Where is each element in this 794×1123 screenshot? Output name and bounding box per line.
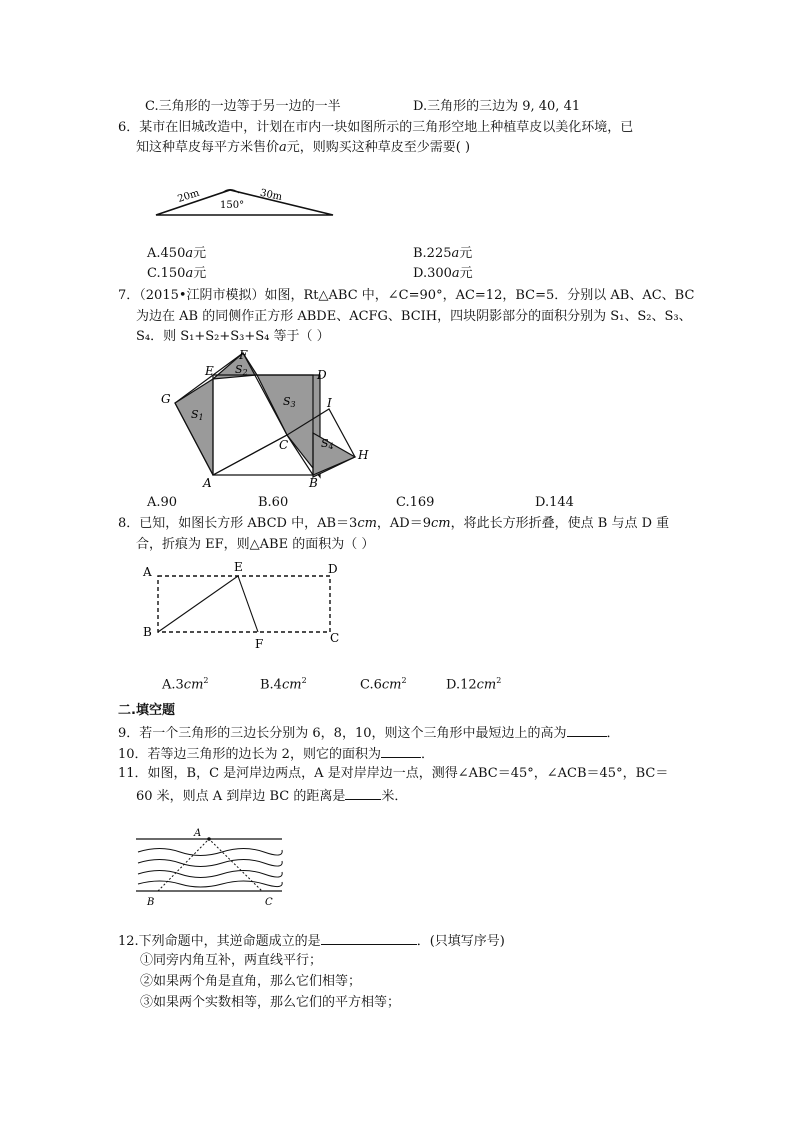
q7-label-f: F [239, 348, 248, 362]
q11-stem-line2: 60 米，则点 A 到岸边 BC 的距离是 米． [136, 789, 408, 804]
q7-region-s4 [313, 433, 355, 477]
q12-stem: 12.下列命题中，其逆命题成立的是 ．(只填写序号) [118, 934, 505, 949]
q7-s1-label: S1 [191, 408, 204, 422]
q5-option-d: D.三角形的三边为 9, 40, 41 [413, 99, 581, 114]
q7-option-c: C.169 [396, 495, 435, 510]
q6-option-b: B.225a元 [413, 246, 473, 261]
q8-option-c: $C.6cm^2$ [360, 676, 407, 693]
q8-option-a: $A.3cm^2$ [162, 676, 209, 693]
q6-option-c: C.150a元 [147, 266, 207, 281]
q7-option-b: B.60 [258, 495, 289, 510]
q7-label-i: I [327, 396, 332, 410]
q9-stem: 9．若一个三角形的三边长分别为 6，8，10，则这个三角形中最短边上的高为 ． [118, 726, 620, 741]
q11-label-c: C [265, 897, 273, 908]
q8-option-d: $D.12cm^2$ [446, 676, 502, 693]
q12-item-3: ③如果两个实数相等，那么它们的平方相等； [140, 995, 401, 1010]
q7-s3-label: S3 [283, 395, 296, 409]
q7-stem-line3: S₄．则 S₁+S₂+S₃+S₄ 等于（ ） [136, 329, 330, 344]
q7-stem-line1: 7．（2015•江阴市模拟）如图，Rt△ABC 中，∠C=90°，AC=12，BC=5．分别以 AB、AC、BC [118, 288, 695, 303]
q5-option-c: C.三角形的一边等于另一边的一半 [145, 99, 341, 114]
q11-answer-blank[interactable] [345, 787, 381, 800]
q12-item-1: ①同旁内角互补，两直线平行； [140, 953, 323, 968]
q6-angle-label: 150° [220, 200, 245, 211]
q7-label-a: A [203, 476, 212, 490]
q6-option-d: D.300a元 [413, 266, 473, 281]
q7-stem-line2: 为边在 AB 的同侧作正方形 ABDE、ACFG、BCIH，四块阴影部分的面积分别为 S₁、S₂、S₃、 [136, 309, 692, 324]
q7-region-s3 [257, 375, 320, 477]
q7-region-s1 [175, 379, 213, 475]
q12-item-2: ②如果两个角是直角，那么它们相等； [140, 974, 362, 989]
q7-label-g: G [161, 392, 171, 406]
q8-label-a: A [143, 565, 152, 579]
q10-stem: 10．若等边三角形的边长为 2，则它的面积为 ． [118, 747, 434, 762]
q8-label-f: F [255, 637, 264, 651]
q9-answer-blank[interactable] [567, 724, 607, 737]
q7-squares-figure [155, 345, 385, 495]
q6-side-left-label: 20m [176, 187, 201, 205]
q11-label-a: A [194, 828, 202, 839]
q8-label-e: E [234, 560, 243, 574]
q7-label-h: H [358, 448, 369, 462]
q11-stem-line1: 11．如图，B，C 是河岸边两点，A 是对岸岸边一点，测得∠ABC＝45°，∠ACB＝45°，BC＝ [118, 766, 669, 781]
q7-label-b: B [309, 476, 318, 490]
q8-stem-line1: 8．已知，如图长方形 ABCD 中，AB＝3cm，AD＝9cm，将此长方形折叠，使点 B 与点 D 重 [118, 516, 670, 531]
q8-option-b: $B.4cm^2$ [260, 676, 307, 693]
q8-label-d: D [328, 562, 338, 576]
q7-label-e: E [205, 364, 214, 378]
q10-answer-blank[interactable] [381, 745, 421, 758]
q6-side-right-label: 30m [259, 187, 284, 204]
q8-rectangle-figure [140, 560, 350, 652]
q6-stem-line2: 知这种草皮每平方米售价a元，则购买这种草皮至少需要( ) [136, 140, 471, 155]
q8-label-c: C [330, 631, 340, 645]
q12-answer-blank[interactable] [321, 932, 417, 945]
q7-option-d: D.144 [535, 495, 574, 510]
q6-stem-line1: 6．某市在旧城改造中，计划在市内一块如图所示的三角形空地上种植草皮以美化环境，已 [118, 120, 634, 135]
q7-s2-label: S2 [235, 363, 248, 377]
q11-label-b: B [147, 897, 155, 908]
q7-label-d: D [317, 368, 327, 382]
q7-s4-label: S4 [321, 437, 334, 451]
section-title: 二.填空题 [118, 703, 175, 718]
q6-triangle-figure [150, 182, 340, 218]
q6-option-a: A.450a元 [147, 246, 207, 261]
q11-river-figure [130, 825, 290, 910]
q7-option-a: A.90 [147, 495, 178, 510]
q8-stem-line2: 合，折痕为 EF，则△ABE 的面积为（ ） [136, 537, 375, 552]
q7-label-c: C [279, 438, 289, 452]
q8-label-b: B [143, 625, 152, 639]
